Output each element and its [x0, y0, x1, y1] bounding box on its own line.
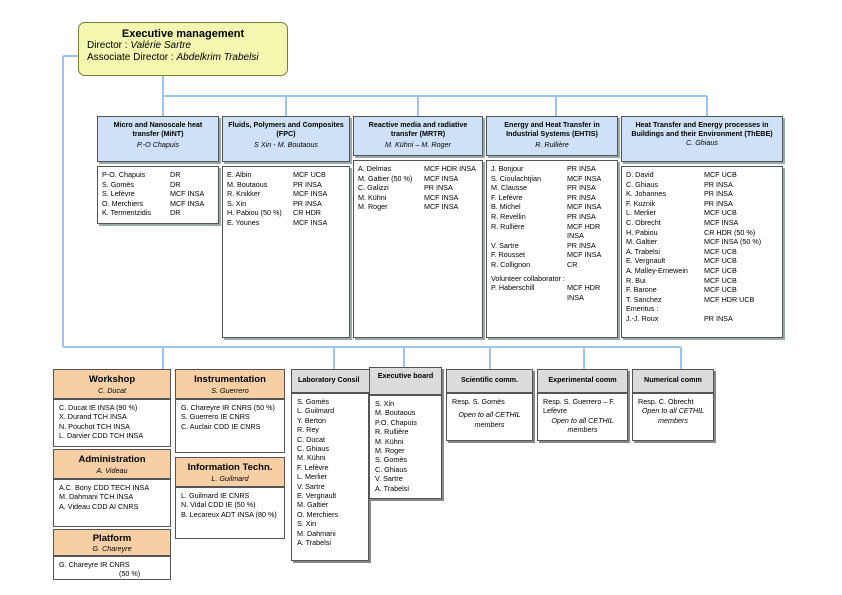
- member-row: A. Delmas MCF HDR INSA: [358, 164, 476, 173]
- member-row: F. Rousset MCF INSA: [491, 250, 602, 260]
- committee-members-laboratory-consil: S. Gomès L. Guilmard Y. Berton R. Rey C. Ducat C. Ghiaus M. Kühni F. Lefèvre L. Merlier V. Sartre E. Vergnault M. Galtier O. Merchiers S. Xin M. Dahmani A. Trabelsi: [291, 393, 369, 561]
- team-name: Micro and Nanoscale heat transfer (MiNT): [113, 120, 203, 138]
- member-row: F. Barone MCF UCB: [626, 285, 737, 295]
- committee-header-experimental: Experimental comm: [537, 369, 628, 393]
- emeritus-label: Emeritus :: [626, 304, 659, 314]
- team-members-fpc: [222, 166, 350, 338]
- member-row: C. Galizzi PR INSA: [358, 183, 453, 193]
- team-header-mint: [97, 116, 219, 162]
- team-members-ehtis: [486, 160, 618, 338]
- team-members-mrtr: [353, 160, 483, 338]
- member-row: S. Xin PR INSA: [227, 198, 322, 208]
- member-row: S. Cioulachtjian MCF INSA: [491, 173, 602, 183]
- member-row: E. Albin MCF UCB: [227, 170, 326, 179]
- team-leader: S Xin - M. Boutaous: [254, 140, 318, 149]
- volunteer-label: Volunteer collaborator :: [491, 273, 565, 283]
- member-row: H. Pabiou (50 %) CR HDR: [227, 208, 321, 218]
- member-row: R. Rullière MCF HDR INSA: [491, 221, 601, 241]
- member-row: R. Knikker MCF INSA: [227, 189, 328, 199]
- service-header-platform: Platform G. Chareyre: [53, 529, 171, 556]
- member-row: R. Collignon CR: [491, 259, 578, 269]
- member-row: P. Haberschill MCF HDR INSA: [491, 283, 601, 302]
- committee-body-scientific: Resp. S. Gomès Open to all CETHIL members: [446, 393, 533, 441]
- committee-body-experimental: Resp. S. Guerrero – F. Lefèvre Open to all CETHIL members: [537, 393, 628, 441]
- committee-members-executive-board: S. Xin M. Boutaous P.O. Chapuis R. Rullière M. Kühni M. Roger S. Gomès C. Ghiaus V. Sartre A. Trabelsi: [369, 395, 442, 499]
- service-members-administration: A.C. Bony CDD TECH INSA M. Dahmani TCH INSA A. Videau CDD AI CNRS: [53, 479, 171, 527]
- member-row: A. Trabelsi MCF UCB: [626, 246, 737, 256]
- member-row: C. Ghiaus PR INSA: [626, 179, 733, 189]
- associate-label: Associate Director :: [87, 52, 174, 63]
- team-name: Fluids, Polymers and Composites (FPC): [228, 120, 344, 138]
- member-row: B. Michel MCF INSA: [491, 202, 602, 212]
- team-header-fpc: [222, 116, 350, 162]
- service-members-info-techn: L. Guilmard IE CNRS N. Vidal CDD IE (50 %) B. Lecareux ADT INSA (80 %): [175, 487, 285, 539]
- team-header-thebe: [621, 116, 783, 162]
- member-row: P-O. Chapuis DR: [102, 170, 181, 179]
- team-leader: P.-O Chapuis: [136, 140, 180, 149]
- committee-header-scientific: Scientific comm.: [446, 369, 533, 393]
- team-members-thebe: [621, 166, 783, 338]
- service-members-instrumentation: G. Chareyre IR CNRS (50 %) S. Guerrero IE CNRS C. Auclair CDD IE CNRS: [175, 399, 285, 453]
- member-row: H. Pabiou CR HDR (50 %): [626, 227, 756, 237]
- member-row: M. Roger MCF INSA: [358, 202, 459, 212]
- service-header-administration: Administration A. Videau: [53, 449, 171, 479]
- member-row: K. Johannes PR INSA: [626, 189, 733, 199]
- team-name: Reactive media and radiative transfer (MRTR): [368, 120, 468, 138]
- service-header-workshop: Workshop C. Ducat: [53, 369, 171, 399]
- member-row: L. Merlier MCF UCB: [626, 208, 737, 218]
- member-row: J.-J. Roux PR INSA: [626, 313, 733, 323]
- team-name: Heat Transfer and Energy processes in Buildings and their Environment (ThEBE): [631, 120, 773, 138]
- team-header-ehtis: [486, 116, 618, 156]
- director-label: Director :: [87, 40, 128, 51]
- service-members-platform: G. Chareyre IR CNRS (50 %): [53, 556, 171, 580]
- member-row: V. Sartre PR INSA: [491, 240, 596, 250]
- member-row: E. Vergnault MCF UCB: [626, 256, 737, 266]
- director-name: Valérie Sartre: [130, 40, 192, 51]
- committee-body-numerical: Resp. C. Obrecht Open to all CETHIL members: [632, 393, 714, 441]
- team-members-mint: [97, 166, 219, 224]
- team-leader: M. Kühni – M. Roger: [385, 140, 451, 149]
- associate-name: Abdelkrim Trabelsi: [176, 52, 259, 63]
- team-header-mrtr: [353, 116, 483, 156]
- service-members-workshop: C. Ducat IE INSA (90 %) X. Durand TCH INSA N. Pouchot TCH INSA L. Darvier CDD TCH INSA: [53, 399, 171, 447]
- member-row: O. Merchiers MCF INSA: [102, 198, 205, 208]
- service-header-instrumentation: Instrumentation S. Guerrero: [175, 369, 285, 399]
- executive-title: Executive management: [121, 28, 245, 40]
- member-row: M. Kühni MCF INSA: [358, 192, 459, 202]
- service-header-info-techn: Information Techn. L. Guilmard: [175, 457, 285, 487]
- associate-line: [87, 52, 279, 64]
- team-leader: C. Ghiaus: [686, 138, 718, 147]
- executive-management-box: [78, 22, 288, 76]
- member-row: D. David MCF UCB: [626, 170, 737, 179]
- member-row: C. Obrecht MCF INSA: [626, 217, 739, 227]
- member-row: M. Clausse PR INSA: [491, 183, 596, 193]
- committee-header-laboratory-consil: Laboratory Consil: [291, 369, 371, 393]
- member-row: E. Younes MCF INSA: [227, 217, 328, 227]
- team-leader: R. Rullière: [535, 140, 569, 149]
- team-name: Energy and Heat Transfer in Industrial Systems (EHTIS): [504, 120, 600, 138]
- director-line: [87, 40, 279, 52]
- member-row: S. Gomès DR: [102, 179, 181, 189]
- member-row: M. Galtier MCF INSA (50 %): [626, 237, 762, 247]
- member-row: A. Malley-Ernewein MCF UCB: [626, 265, 737, 275]
- member-row: K. Termentzidis DR: [102, 208, 181, 218]
- member-row: M. Galtier (50 %) MCF INSA: [358, 173, 459, 183]
- member-row: J. Bonjour PR INSA: [491, 164, 596, 173]
- member-row: M. Boutaous PR INSA: [227, 179, 322, 189]
- committee-header-executive-board: Executive board: [369, 367, 442, 395]
- member-row: R. Bui MCF UCB: [626, 275, 737, 285]
- committee-header-numerical: Numerical comm: [632, 369, 714, 393]
- member-row: R. Revellin PR INSA: [491, 211, 596, 221]
- member-row: T. Sanchez MCF HDR UCB: [626, 294, 755, 304]
- member-row: S. Lefèvre MCF INSA: [102, 189, 205, 199]
- member-row: F. Lefèvre PR INSA: [491, 192, 596, 202]
- member-row: F. Kuznik PR INSA: [626, 198, 733, 208]
